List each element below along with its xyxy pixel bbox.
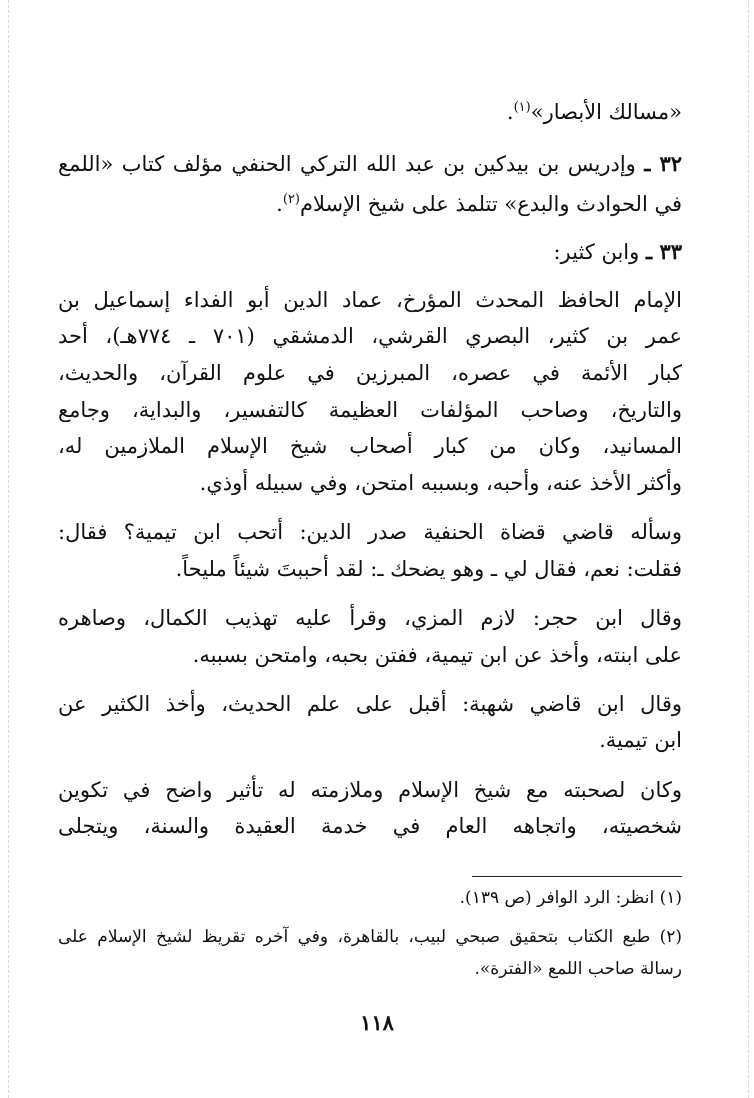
text-line: وقال ابن قاضي شهبة: أقبل على علم الحديث، وأخذ الكثير عن [58,692,682,716]
text-line: وكان لصحبته مع شيخ الإسلام وملازمته له تأثير واضح في تكوين [58,778,682,802]
item-number: ٣٣ ـ [645,239,682,264]
text-line: شخصيته، واتجاهه العام في خدمة العقيدة والسنة، ويتجلى [58,814,682,838]
text-line: وقال ابن حجر: لازم المزي، وقرأ عليه تهذيب الكمال، وصاهره [58,606,682,630]
item-32-line-1: ٣٢ ـ وإدريس بن بيدكين بن عبد الله التركي الحنفي مؤلف كتاب «اللمع [58,151,682,176]
scan-edge-left [8,0,9,1098]
footnote-2-continued: رسالة صاحب اللمع «الفترة». [474,959,682,979]
text-line: فقلت: نعم، فقال لي ـ وهو يضحك ـ: لقد أحببتَ شيئاً مليحاً. [175,557,682,581]
text-line: على ابنته، وأخذ عن ابن تيمية، ففتن بحبه، وامتحن بسببه. [192,643,682,667]
item-number: ٣٢ ـ [644,151,682,176]
text-line: الإمام الحافظ المحدث المؤرخ، عماد الدين أبو الفداء إسماعيل بن [58,288,682,312]
text-line: عمر بن كثير، البصري القرشي، الدمشقي (٧٠١ ـ ٧٧٤هـ)، أحد [58,324,682,348]
text-line: كبار الأئمة في عصره، المبرزين في علوم القرآن، والحديث، [58,361,682,385]
item-32-line-2: في الحوادث والبدع» تتلمذ على شيخ الإسلام$^{(٢)}$. [276,192,682,216]
footnote-1: (١) انظر: الرد الوافر (ص ١٣٩). [459,888,682,908]
text-line: ابن تيمية. [599,728,682,752]
text-line: وأكثر الأخذ عنه، وأحبه، وبسببه امتحن، وفي سبيله أوذي. [199,471,682,495]
text-line: «مسالك الأبصار»$^{(١)}$. [506,100,682,124]
footnote-2: (٢) طبع الكتاب بتحقيق صبحي لبيب، بالقاهرة، وفي آخره تقريظ لشيخ الإسلام على [58,927,682,947]
text-line: المسانيد، وكان من كبار أصحاب شيخ الإسلام الملازمين له، [58,434,682,458]
text-line: والتاريخ، وصاحب المؤلفات العظيمة كالتفسير، والبداية، وجامع [58,398,682,422]
scan-edge-right [748,0,749,1098]
footnote-separator [472,876,682,877]
item-33-heading: ٣٣ ـ وابن كثير: [553,239,682,264]
page-number: ١١٨ [360,1010,394,1035]
text-line: وسأله قاضي قضاة الحنفية صدر الدين: أتحب ابن تيمية؟ فقال: [58,520,682,544]
